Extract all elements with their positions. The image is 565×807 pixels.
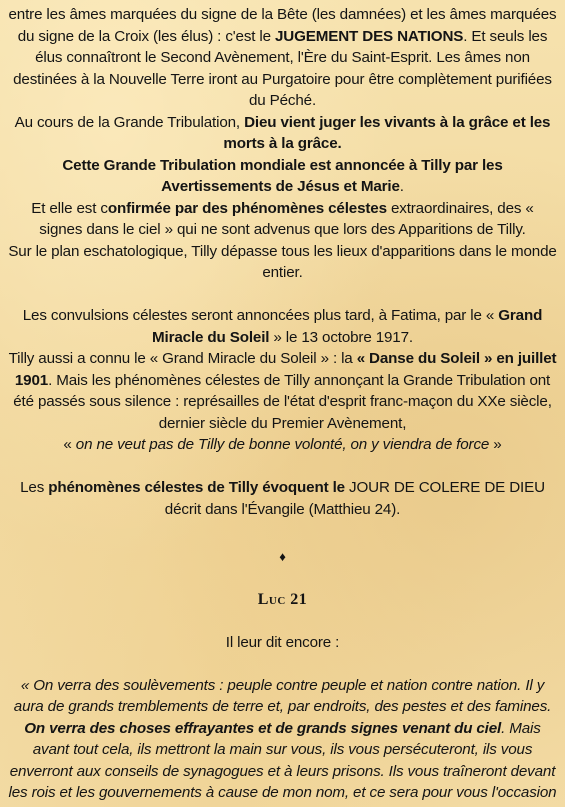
paragraph-eschatological: Sur le plan eschatologique, Tilly dépasse tous les lieux d'apparitions dans le monde entier. bbox=[8, 242, 557, 281]
italic-text-run: . Mais avant tout cela, ils mettront la main sur vous, ils vous persécuteront, ils vous enverront aux conseils de synagogues et à leurs prisons. Ils vous traîneront devant les rois et les gouvernements à cause de mon nom, et ce sera pour vous l'occasion bbox=[8, 719, 557, 801]
gospel-quote bbox=[8, 675, 557, 804]
text-run: Au cours de la Grande Tribulation, bbox=[14, 113, 245, 131]
italic-text-run: On verra des soulèvements : peuple contre peuple et nation contre nation. Il y aura de grands tremblements de terre et, par endroits, des pestes et des famines. bbox=[13, 676, 552, 715]
bold-text-run: Grand Miracle du Soleil bbox=[152, 307, 543, 346]
bold-text-run: phénomènes célestes de Tilly évoquent le bbox=[48, 479, 350, 496]
bold-text-run: Dieu vient juger les vivants à la grâce et les morts à la grâce. bbox=[223, 113, 551, 152]
text-run: Et elle est c bbox=[31, 199, 108, 217]
spacer bbox=[8, 567, 557, 589]
spacer bbox=[8, 284, 557, 306]
italic-text-run: on ne veut pas de Tilly de bonne volonté, on y viendra de force bbox=[75, 436, 490, 453]
text-run: Tilly aussi a connu le « Grand Miracle du Soleil » : la bbox=[8, 350, 357, 367]
text-run: . bbox=[399, 178, 404, 195]
bold-text-run: JUGEMENT DES NATIONS bbox=[275, 27, 464, 45]
bold-text-run: « Danse du Soleil » en juillet 1901 bbox=[14, 350, 557, 389]
bold-text-run: onfirmée par des phénomènes célestes bbox=[107, 199, 387, 217]
text-run: Les bbox=[20, 479, 49, 496]
paragraph-dance-of-the-sun bbox=[8, 348, 557, 434]
spacer bbox=[8, 610, 557, 632]
paragraph-quote-tilly bbox=[8, 434, 557, 456]
spacer bbox=[8, 520, 557, 546]
paragraph-judgement-of-nations bbox=[8, 4, 557, 112]
text-run: » bbox=[489, 436, 502, 453]
text-run: « bbox=[63, 436, 76, 453]
spacer bbox=[8, 653, 557, 675]
text-run: Les convulsions célestes seront annoncées plus tard, à Fatima, par le « bbox=[22, 307, 499, 324]
intro-line: Il leur dit encore : bbox=[225, 633, 340, 651]
bold-italic-text-run: On verra des choses effrayantes et de grands signes venant du ciel bbox=[24, 719, 502, 737]
paragraph-great-tribulation bbox=[8, 112, 557, 155]
section-heading: Luc 21 bbox=[257, 590, 308, 608]
paragraph-fatima bbox=[8, 305, 557, 348]
spacer bbox=[8, 456, 557, 478]
text-run: « bbox=[20, 676, 34, 694]
paragraph-celestial-phenomena bbox=[8, 198, 557, 241]
diamond-separator-icon: ♦ bbox=[279, 549, 286, 564]
text-run: décrit dans l'Évangile (Matthieu 24). bbox=[164, 500, 401, 518]
text-run: . Mais les phénomènes célestes de Tilly annonçant la Grande Tribulation ont été passés sous silence : représailles de l'état d'esprit franc-maçon du XXe siècle, dernier siècle du Premier Avènement, bbox=[13, 371, 552, 432]
paragraph-tribulation-announced bbox=[8, 155, 557, 198]
text-run: JOUR DE COLERE DE DIEU bbox=[349, 479, 545, 496]
text-run: entre les âmes marquées du signe de la Bête (les damnées) et les âmes marquées du signe de la Croix (les élus) : c'est le bbox=[8, 6, 557, 45]
bold-text-run: Cette Grande Tribulation mondiale est annoncée à Tilly par les Avertissements de Jésus et Marie bbox=[62, 156, 503, 195]
paragraph-day-of-wrath bbox=[8, 477, 557, 520]
text-run: . Et seuls les élus connaîtront le Second Avènement, l'Ère du Saint-Esprit. Les âmes non destinées à la Nouvelle Terre iront au Purgatoire pour être complètement purifiées du Péché. bbox=[13, 27, 552, 109]
text-run: extraordinaires, des « signes dans le ciel » qui ne sont advenus que lors des Apparitions de Tilly. bbox=[39, 199, 534, 238]
text-run: » le 13 octobre 1917. bbox=[269, 328, 413, 346]
